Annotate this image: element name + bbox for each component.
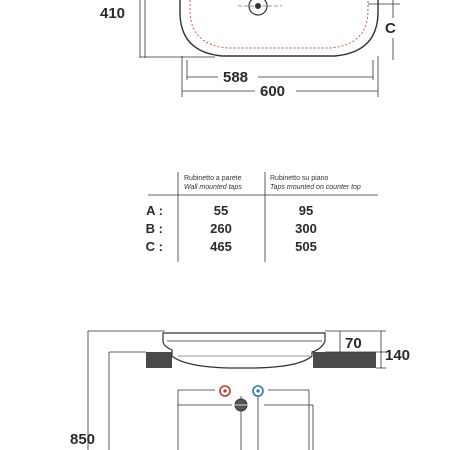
basin-inner-contour bbox=[190, 0, 368, 48]
dim-label-70: 70 bbox=[345, 335, 362, 352]
dim-label-c: C bbox=[385, 20, 396, 37]
row-c-key: C : bbox=[145, 239, 163, 254]
basin-top-view bbox=[180, 0, 378, 56]
table-header-counter bbox=[270, 174, 361, 192]
dim-label-410: 410 bbox=[100, 5, 126, 22]
dim-label-588: 588 bbox=[223, 69, 249, 86]
header-counter-it: Rubinetto su piano bbox=[270, 175, 329, 182]
header-counter-en: Taps mounted on counter top bbox=[270, 184, 361, 191]
counter-top-right bbox=[313, 352, 376, 368]
basin-side-view bbox=[146, 333, 376, 368]
counter-top-left bbox=[146, 352, 172, 368]
row-a-wall: 55 bbox=[213, 203, 229, 218]
tap-connections bbox=[220, 386, 263, 411]
header-wall-it: Rubinetto a parete bbox=[184, 175, 242, 182]
row-a-key: A : bbox=[146, 203, 163, 218]
row-a-counter: 95 bbox=[298, 203, 314, 218]
row-b-key: B : bbox=[145, 221, 163, 236]
dim-label-850: 850 bbox=[70, 431, 96, 448]
basin-profile bbox=[163, 333, 325, 368]
row-b-counter: 300 bbox=[295, 221, 317, 236]
header-wall-en: Wall mounted taps bbox=[184, 184, 242, 191]
dim-410-lines bbox=[140, 0, 215, 58]
row-b-wall: 260 bbox=[210, 221, 232, 236]
dim-label-600: 600 bbox=[260, 83, 286, 100]
table-header-wall bbox=[184, 174, 242, 192]
row-c-counter: 505 bbox=[295, 239, 317, 254]
row-c-wall: 465 bbox=[210, 239, 232, 254]
dim-label-140: 140 bbox=[385, 347, 411, 364]
